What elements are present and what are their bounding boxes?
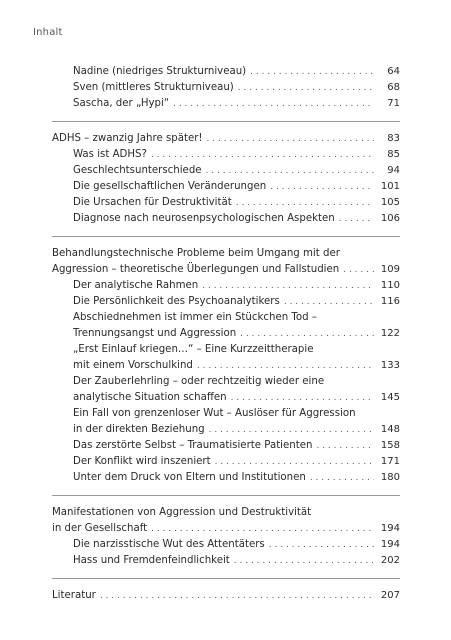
toc-entry[interactable] — [52, 195, 400, 211]
dot-leader — [100, 588, 374, 604]
toc-entry-title: in der Gesellschaft — [52, 523, 148, 534]
toc-entry-title: Nadine (niedriges Strukturniveau) — [73, 66, 247, 77]
toc-entry[interactable] — [52, 537, 400, 553]
toc-entry[interactable] — [52, 64, 400, 80]
toc-entry[interactable] — [52, 422, 400, 438]
table-of-contents — [52, 64, 400, 604]
toc-page-number: 180 — [380, 472, 400, 483]
dot-leader — [197, 358, 374, 374]
toc-entry[interactable] — [52, 326, 400, 342]
section-gap — [52, 487, 400, 505]
toc-entry[interactable] — [52, 553, 400, 569]
dot-leader — [240, 326, 374, 342]
toc-page-number: 109 — [380, 264, 400, 275]
toc-section — [52, 246, 400, 486]
toc-entry[interactable] — [52, 470, 400, 486]
toc-entry[interactable] — [52, 147, 400, 163]
toc-entry[interactable] — [52, 278, 400, 294]
dot-leader — [269, 537, 374, 553]
toc-page-number: 122 — [380, 328, 400, 339]
dot-leader — [206, 163, 374, 179]
toc-page-number: 194 — [380, 523, 400, 534]
dot-leader — [151, 521, 374, 537]
toc-entry-title: Die Ursachen für Destruktivität — [73, 197, 232, 208]
dot-leader — [310, 470, 374, 486]
toc-entry-title: Hass und Fremdenfeindlichkeit — [73, 555, 230, 566]
toc-entry[interactable] — [52, 521, 400, 537]
toc-section — [52, 588, 400, 604]
dot-leader — [231, 390, 374, 406]
toc-entry-title: Unter dem Druck von Eltern und Institutionen — [73, 472, 306, 483]
dot-leader — [284, 294, 374, 310]
toc-entry[interactable] — [52, 211, 400, 227]
toc-entry[interactable] — [52, 96, 400, 112]
dot-leader — [215, 454, 374, 470]
toc-entry-title: Die narzisstische Wut des Attentäters — [73, 539, 265, 550]
toc-page-number: 85 — [387, 149, 400, 160]
section-gap — [52, 113, 400, 131]
section-gap — [52, 570, 400, 588]
dot-leader — [250, 64, 374, 80]
toc-entry[interactable] — [52, 294, 400, 310]
toc-entry[interactable] — [52, 80, 400, 96]
toc-entry-title: in der direkten Beziehung — [73, 424, 205, 435]
toc-page-number: 202 — [380, 555, 400, 566]
toc-entry-title: Die gesellschaftlichen Veränderungen — [73, 181, 267, 192]
dot-leader — [343, 262, 374, 278]
dot-leader — [207, 131, 375, 147]
toc-entry[interactable] — [52, 262, 400, 278]
toc-page-number: 71 — [387, 98, 400, 109]
toc-entry-title: Das zerstörte Selbst – Traumatisierte Patienten — [73, 440, 313, 451]
toc-page-number: 94 — [387, 165, 400, 176]
toc-entry-title: Literatur — [52, 590, 96, 601]
toc-entry[interactable] — [52, 163, 400, 179]
dot-leader — [173, 96, 374, 112]
toc-entry-title: Aggression – theoretische Überlegungen und Fallstudien — [52, 264, 340, 275]
toc-page-number: 158 — [380, 440, 400, 451]
toc-page-number: 101 — [380, 181, 400, 192]
toc-entry[interactable] — [52, 390, 400, 406]
toc-page-number: 194 — [380, 539, 400, 550]
toc-section — [52, 131, 400, 227]
toc-page-number: 68 — [387, 82, 400, 93]
dot-leader — [209, 422, 374, 438]
toc-section — [52, 64, 400, 112]
toc-page-number: 106 — [380, 213, 400, 224]
toc-entry-title: Diagnose nach neurosenpsychologischen Aspekten — [73, 213, 335, 224]
toc-entry-title: Sascha, der „Hypi“ — [73, 98, 170, 109]
toc-entry-title: Der analytische Rahmen — [73, 280, 199, 291]
toc-page-number: 83 — [387, 133, 400, 144]
toc-entry-title: Geschlechtsunterschiede — [73, 165, 202, 176]
dot-leader — [151, 147, 374, 163]
toc-entry[interactable] — [52, 131, 400, 147]
toc-entry-line: Der Zauberlehrling – oder rechtzeitig wieder eine — [73, 376, 325, 387]
toc-page-number: 145 — [380, 392, 400, 403]
toc-page-number: 207 — [380, 590, 400, 601]
dot-leader — [234, 553, 374, 569]
running-head: Inhalt — [33, 27, 63, 38]
dot-leader — [339, 211, 374, 227]
toc-entry-title: analytische Situation schaffen — [73, 392, 227, 403]
toc-entry-title: mit einem Vorschulkind — [73, 360, 193, 371]
toc-entry-title: Trennungsangst und Aggression — [73, 328, 237, 339]
dot-leader — [238, 80, 374, 96]
dot-leader — [202, 278, 374, 294]
toc-entry-title: Die Persönlichkeit des Psychoanalytikers — [73, 296, 280, 307]
toc-entry[interactable] — [52, 454, 400, 470]
toc-entry-line: Behandlungstechnische Probleme beim Umgang mit der — [52, 248, 340, 259]
toc-entry[interactable] — [52, 588, 400, 604]
toc-entry[interactable] — [52, 179, 400, 195]
toc-entry-title: Der Konflikt wird inszeniert — [73, 456, 211, 467]
toc-entry-line: „Erst Einlauf kriegen…“ – Eine Kurzzeittherapie — [73, 344, 314, 355]
dot-leader — [270, 179, 374, 195]
toc-entry-title: Was ist ADHS? — [73, 149, 147, 160]
section-gap — [52, 228, 400, 246]
toc-page-number: 171 — [380, 456, 400, 467]
toc-page-number: 105 — [380, 197, 400, 208]
toc-page-number: 148 — [380, 424, 400, 435]
toc-page-number: 110 — [380, 280, 400, 291]
toc-entry[interactable] — [52, 438, 400, 454]
toc-entry-line: Ein Fall von grenzenloser Wut – Auslöser für Aggression — [73, 408, 356, 419]
toc-page-number: 133 — [380, 360, 400, 371]
toc-entry-title: Sven (mittleres Strukturniveau) — [73, 82, 234, 93]
toc-section — [52, 505, 400, 569]
dot-leader — [236, 195, 374, 211]
toc-entry-line: Abschiednehmen ist immer ein Stückchen Tod – — [73, 312, 317, 323]
dot-leader — [316, 438, 374, 454]
toc-entry[interactable] — [52, 358, 400, 374]
toc-page-number: 116 — [380, 296, 400, 307]
toc-entry-title: ADHS – zwanzig Jahre später! — [52, 133, 203, 144]
toc-page-number: 64 — [387, 66, 400, 77]
toc-entry-line: Manifestationen von Aggression und Destruktivität — [52, 507, 312, 518]
